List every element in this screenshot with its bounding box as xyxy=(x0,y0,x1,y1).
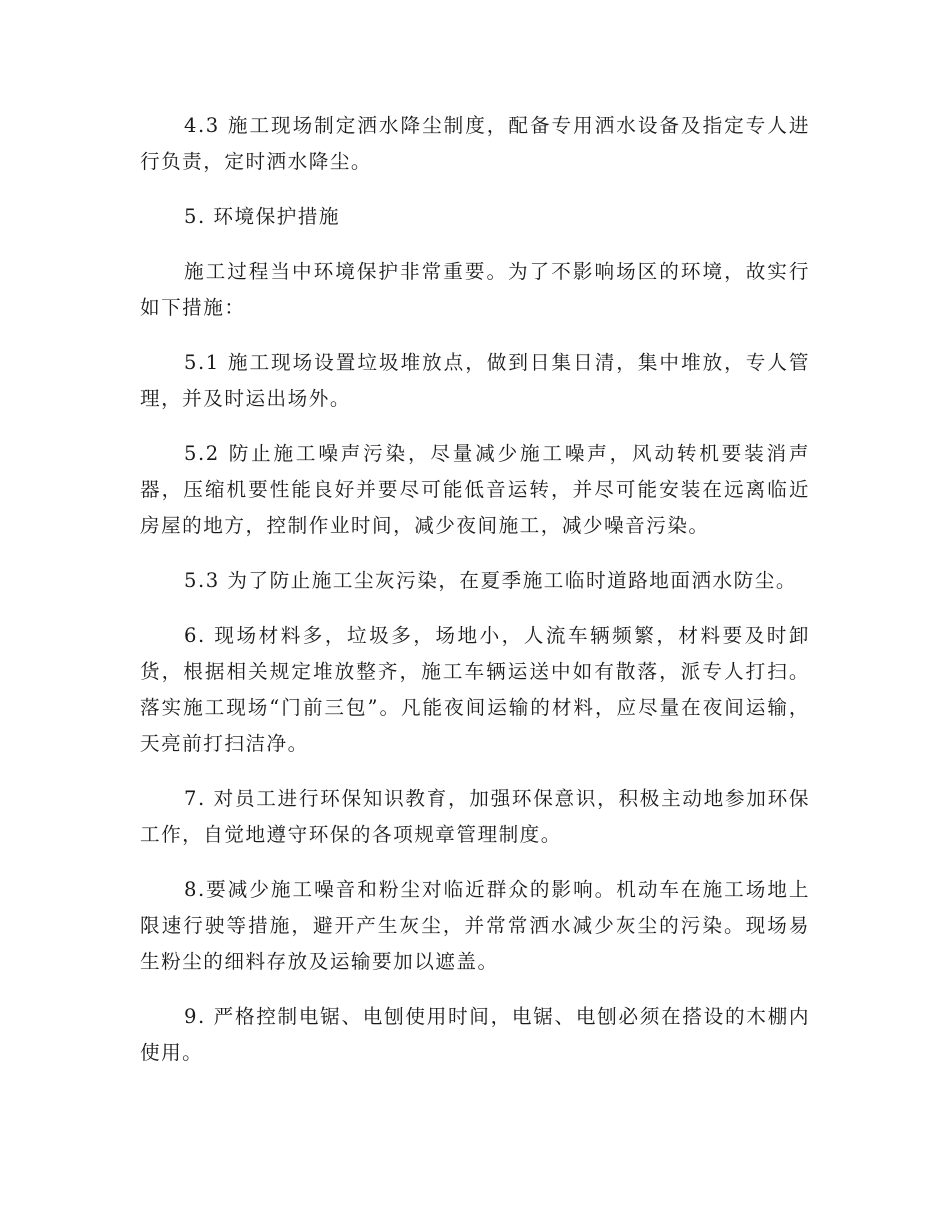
paragraph-4-3: 4.3 施工现场制定洒水降尘制度，配备专用洒水设备及指定专人进行负责，定时洒水降尘。 xyxy=(140,114,810,173)
heading-5-environment-protection: 5. 环境保护措施 xyxy=(184,205,340,228)
paragraph-5-3: 5.3 为了防止施工尘灰污染，在夏季施工临时道路地面洒水防尘。 xyxy=(184,569,797,592)
paragraph-9: 9. 严格控制电锯、电刨使用时间，电锯、电刨必须在搭设的木棚内使用。 xyxy=(140,1005,810,1064)
paragraph-5-2: 5.2 防止施工噪声污染，尽量减少施工噪声，风动转机要装消声器，压缩机要性能良好并要尽可能低音运转，并尽可能安装在远离临近房屋的地方，控制作业时间，减少夜间施工，减少噪音污染。 xyxy=(140,442,810,537)
paragraph-8: 8.要减少施工噪音和粉尘对临近群众的影响。机动车在施工场地上限速行驶等措施，避开产生灰尘，并常常洒水减少灰尘的污染。现场易生粉尘的细料存放及运输要加以遮盖。 xyxy=(140,878,810,973)
paragraph-6: 6. 现场材料多，垃圾多，场地小，人流车辆频繁，材料要及时卸货，根据相关规定堆放整齐，施工车辆运送中如有散落，派专人打扫。落实施工现场“门前三包”。凡能夜间运输的材料，应尽量在夜间运输，天亮前打扫洁净。 xyxy=(140,624,810,755)
paragraph-intro: 施工过程当中环境保护非常重要。为了不影响场区的环境，故实行如下措施： xyxy=(140,260,810,319)
paragraph-5-1: 5.1 施工现场设置垃圾堆放点，做到日集日清，集中堆放，专人管理，并及时运出场外。 xyxy=(140,351,810,410)
paragraph-7: 7. 对员工进行环保知识教育，加强环保意识，积极主动地参加环保工作，自觉地遵守环保的各项规章管理制度。 xyxy=(140,787,810,846)
